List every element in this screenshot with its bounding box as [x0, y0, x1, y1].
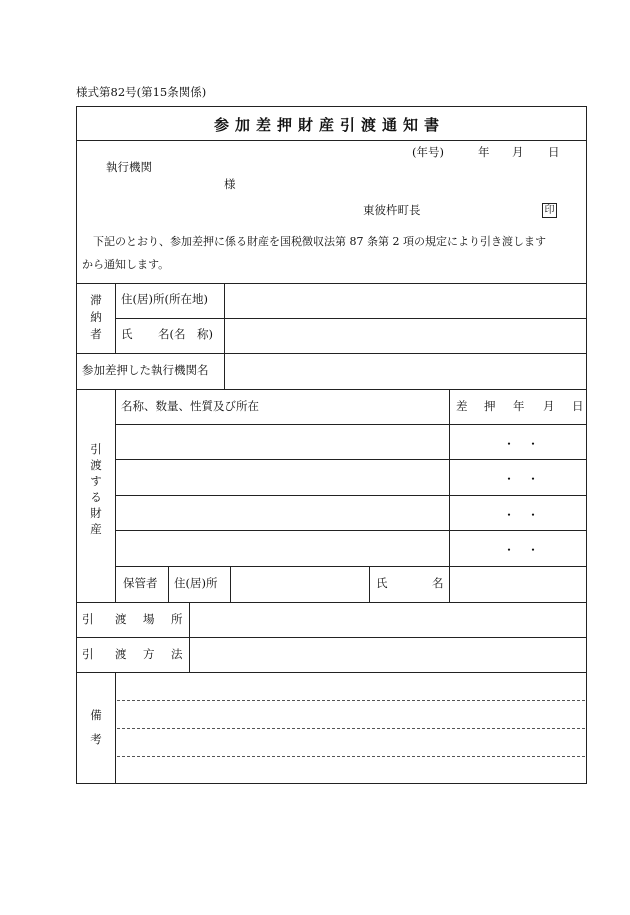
- divider: [76, 672, 587, 673]
- custodian-name-label-b: 名: [432, 576, 444, 590]
- notice-body-line2: から通知します。: [82, 258, 170, 271]
- date-day-label: 日: [548, 145, 560, 159]
- divider: [76, 140, 587, 141]
- seal-mark: 印: [542, 203, 557, 218]
- divider: [115, 318, 587, 319]
- divider: [115, 495, 587, 496]
- form-title: 参加差押財産引渡通知書: [214, 116, 446, 134]
- form-number: 様式第82号(第15条関係): [76, 85, 207, 99]
- divider: [369, 566, 370, 602]
- remarks-label: 備 考: [90, 708, 102, 746]
- remarks-line[interactable]: [117, 756, 585, 757]
- date-era-label: (年号): [412, 145, 444, 159]
- divider: [76, 602, 587, 603]
- divider: [76, 637, 587, 638]
- divider: [115, 424, 587, 425]
- property-row-seizure-date[interactable]: ・ ・: [503, 543, 540, 557]
- custodian-name-label-a: 氏: [376, 576, 388, 590]
- property-description-header: 名称、数量、性質及び所在: [121, 399, 259, 413]
- divider: [224, 353, 225, 389]
- notice-body-line1: 下記のとおり、参加差押に係る財産を国税徴収法第 87 条第 2 項の規定により引き渡します: [93, 235, 546, 248]
- remarks-line[interactable]: [117, 728, 585, 729]
- divider: [230, 566, 231, 602]
- divider: [76, 283, 587, 284]
- taxpayer-group-label: 滞 納 者: [90, 293, 102, 341]
- date-year-label: 年: [478, 145, 490, 159]
- taxpayer-address-label: 住(居)所(所在地): [121, 292, 208, 306]
- sender-name: 東彼杵町長: [363, 203, 421, 217]
- divider: [115, 566, 587, 567]
- date-month-label: 月: [512, 145, 524, 159]
- taxpayer-name-label-b: 名(名 称): [158, 327, 213, 341]
- divider: [76, 353, 587, 354]
- remarks-line[interactable]: [117, 700, 585, 701]
- divider: [76, 389, 587, 390]
- divider: [115, 459, 587, 460]
- addressee: 執行機関: [106, 160, 152, 174]
- divider: [115, 672, 116, 784]
- divider: [115, 530, 587, 531]
- custodian-label: 保管者: [123, 576, 158, 590]
- property-row-seizure-date[interactable]: ・ ・: [503, 508, 540, 522]
- property-row-seizure-date[interactable]: ・ ・: [503, 472, 540, 486]
- divider: [168, 566, 169, 602]
- property-group-label: 引 渡 す る 財 産: [90, 442, 102, 536]
- taxpayer-name-label-a: 氏: [121, 327, 133, 341]
- addressee-honorific: 様: [224, 177, 236, 191]
- property-row-seizure-date[interactable]: ・ ・: [503, 437, 540, 451]
- custodian-address-label: 住(居)所: [174, 576, 218, 590]
- agency-label: 参加差押した執行機関名: [82, 363, 209, 377]
